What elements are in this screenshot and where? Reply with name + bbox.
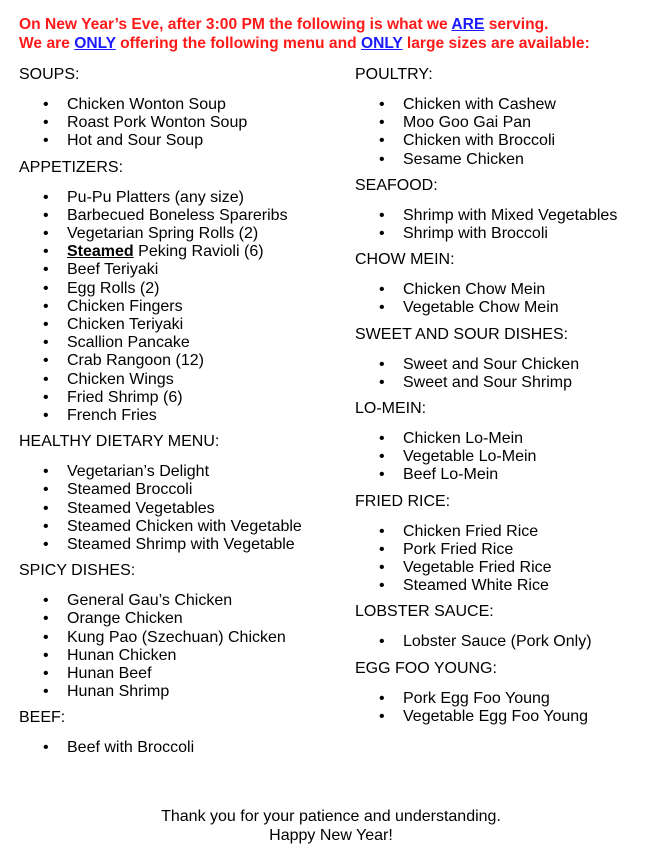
menu-item: • Chicken with Cashew <box>355 96 650 114</box>
menu-item-list <box>355 690 650 726</box>
menu-item: • Orange Chicken <box>19 610 339 628</box>
menu-item: • Chicken Chow Mein <box>355 281 650 299</box>
menu-item: • Beef with Broccoli <box>19 739 339 757</box>
menu-item: • Barbecued Boneless Spareribs <box>19 207 339 225</box>
menu-section-healthy-dietary-menu <box>19 433 339 554</box>
section-heading: POULTRY: <box>355 66 433 83</box>
menu-item: • Hunan Chicken <box>19 647 339 665</box>
menu-item-list <box>355 523 650 596</box>
menu-item: • Hunan Shrimp <box>19 683 339 701</box>
section-heading: BEEF: <box>19 709 66 727</box>
menu-item: • Pu-Pu Platters (any size) <box>19 189 339 207</box>
footer-message <box>0 807 655 845</box>
menu-item: • Vegetarian Spring Rolls (2) <box>19 225 339 243</box>
menu-item: • Pork Egg Foo Young <box>355 690 650 708</box>
section-heading: LOBSTER SAUCE: <box>355 603 494 621</box>
menu-section-chow-mein <box>355 251 650 317</box>
menu-section-spicy-dishes <box>19 562 339 701</box>
section-heading: SWEET AND SOUR DISHES: <box>355 325 569 343</box>
menu-item: • Chicken Lo-Mein <box>355 430 650 448</box>
notice-emphasis-only: ONLY <box>74 35 116 52</box>
menu-section-seafood <box>355 177 650 243</box>
menu-item-list <box>19 739 339 757</box>
notice-text: offering the following menu and <box>115 35 361 52</box>
section-heading: EGG FOO YOUNG: <box>355 659 497 677</box>
menu-item: • Hunan Beef <box>19 665 339 683</box>
menu-item: • French Fries <box>19 407 339 425</box>
menu-item: • Lobster Sauce (Pork Only) <box>355 633 650 651</box>
section-heading: FRIED RICE: <box>355 492 451 510</box>
holiday-notice <box>19 15 649 53</box>
menu-item: • Chicken Wings <box>19 371 339 389</box>
menu-item: • Vegetable Lo-Mein <box>355 448 650 466</box>
menu-item: • Shrimp with Broccoli <box>355 225 650 243</box>
menu-item: • Egg Rolls (2) <box>19 280 339 298</box>
menu-item: • Chicken Fried Rice <box>355 523 650 541</box>
menu-section-sweet-and-sour-dishes <box>355 326 650 392</box>
menu-section-lobster-sauce <box>355 603 650 651</box>
menu-item: • Beef Teriyaki <box>19 261 339 279</box>
notice-text: We are <box>19 35 75 52</box>
section-heading: SOUPS: <box>19 66 80 83</box>
notice-text: On New Year’s Eve, after 3:00 PM the following is what we <box>19 16 452 33</box>
menu-item: • Scallion Pancake <box>19 334 339 352</box>
footer-thank-you: Thank you for your patience and understanding. <box>161 808 501 825</box>
menu-column-left <box>19 66 339 766</box>
menu-item: • Sweet and Sour Chicken <box>355 356 650 374</box>
menu-item-list <box>355 430 650 485</box>
menu-item-list <box>355 356 650 392</box>
menu-section-fried-rice <box>355 493 650 596</box>
menu-item-list <box>355 207 650 243</box>
menu-item: • Steamed Vegetables <box>19 500 339 518</box>
section-heading: HEALTHY DIETARY MENU: <box>19 433 220 451</box>
menu-item: • Pork Fried Rice <box>355 541 650 559</box>
menu-item-list <box>355 281 650 317</box>
notice-text: large sizes are available: <box>402 35 590 52</box>
menu-item: • Sesame Chicken <box>355 151 650 169</box>
menu-item: • Vegetable Fried Rice <box>355 559 650 577</box>
section-heading: SPICY DISHES: <box>19 562 136 580</box>
steamed-emphasis: Steamed <box>67 243 134 261</box>
menu-item: • Chicken Teriyaki <box>19 316 339 334</box>
menu-item: • Steamed Shrimp with Vegetable <box>19 536 339 554</box>
section-heading: CHOW MEIN: <box>355 251 455 269</box>
menu-item-list <box>19 96 339 151</box>
section-heading: APPETIZERS: <box>19 158 124 176</box>
menu-item: • General Gau’s Chicken <box>19 592 339 610</box>
menu-item-list <box>355 633 650 651</box>
notice-text: serving. <box>484 16 549 33</box>
menu-item-label: Peking Ravioli (6) <box>138 243 264 261</box>
menu-item: • Chicken Fingers <box>19 298 339 316</box>
menu-item: • Steamed White Rice <box>355 577 650 595</box>
menu-section-egg-foo-young <box>355 660 650 726</box>
menu-item: • Fried Shrimp (6) <box>19 389 339 407</box>
footer-greeting: Happy New Year! <box>269 827 393 844</box>
menu-section-soups <box>19 66 339 151</box>
menu-item-list <box>19 189 339 426</box>
menu-item: • Moo Goo Gai Pan <box>355 114 650 132</box>
menu-item: • Beef Lo-Mein <box>355 466 650 484</box>
menu-column-right <box>355 66 650 734</box>
menu-item: • Vegetarian’s Delight <box>19 463 339 481</box>
notice-line-1 <box>19 15 649 34</box>
menu-section-lo-mein <box>355 400 650 485</box>
menu-item-list <box>355 96 650 169</box>
menu-item: • Kung Pao (Szechuan) Chicken <box>19 629 339 647</box>
menu-item: • Hot and Sour Soup <box>19 132 339 150</box>
menu-item-list <box>19 592 339 701</box>
notice-emphasis-are: ARE <box>451 16 485 33</box>
menu-section-poultry <box>355 66 650 169</box>
menu-item: • Sweet and Sour Shrimp <box>355 374 650 392</box>
menu-item: • Shrimp with Mixed Vegetables <box>355 207 650 225</box>
menu-section-beef <box>19 709 339 757</box>
menu-item: • Chicken with Broccoli <box>355 132 650 150</box>
notice-emphasis-only: ONLY <box>360 35 403 52</box>
section-heading: SEAFOOD: <box>355 176 438 194</box>
menu-item: • Steamed Broccoli <box>19 481 339 499</box>
menu-section-appetizers <box>19 159 339 426</box>
menu-item: • Chicken Wonton Soup <box>19 96 339 114</box>
menu-item: • Vegetable Chow Mein <box>355 299 650 317</box>
menu-item-list <box>19 463 339 554</box>
notice-line-2 <box>19 34 649 53</box>
section-heading: LO-MEIN: <box>355 400 427 418</box>
menu-item: • Steamed Chicken with Vegetable <box>19 518 339 536</box>
menu-item: • Vegetable Egg Foo Young <box>355 708 650 726</box>
menu-item <box>19 243 339 261</box>
menu-item: • Roast Pork Wonton Soup <box>19 114 339 132</box>
menu-item: • Crab Rangoon (12) <box>19 352 339 370</box>
